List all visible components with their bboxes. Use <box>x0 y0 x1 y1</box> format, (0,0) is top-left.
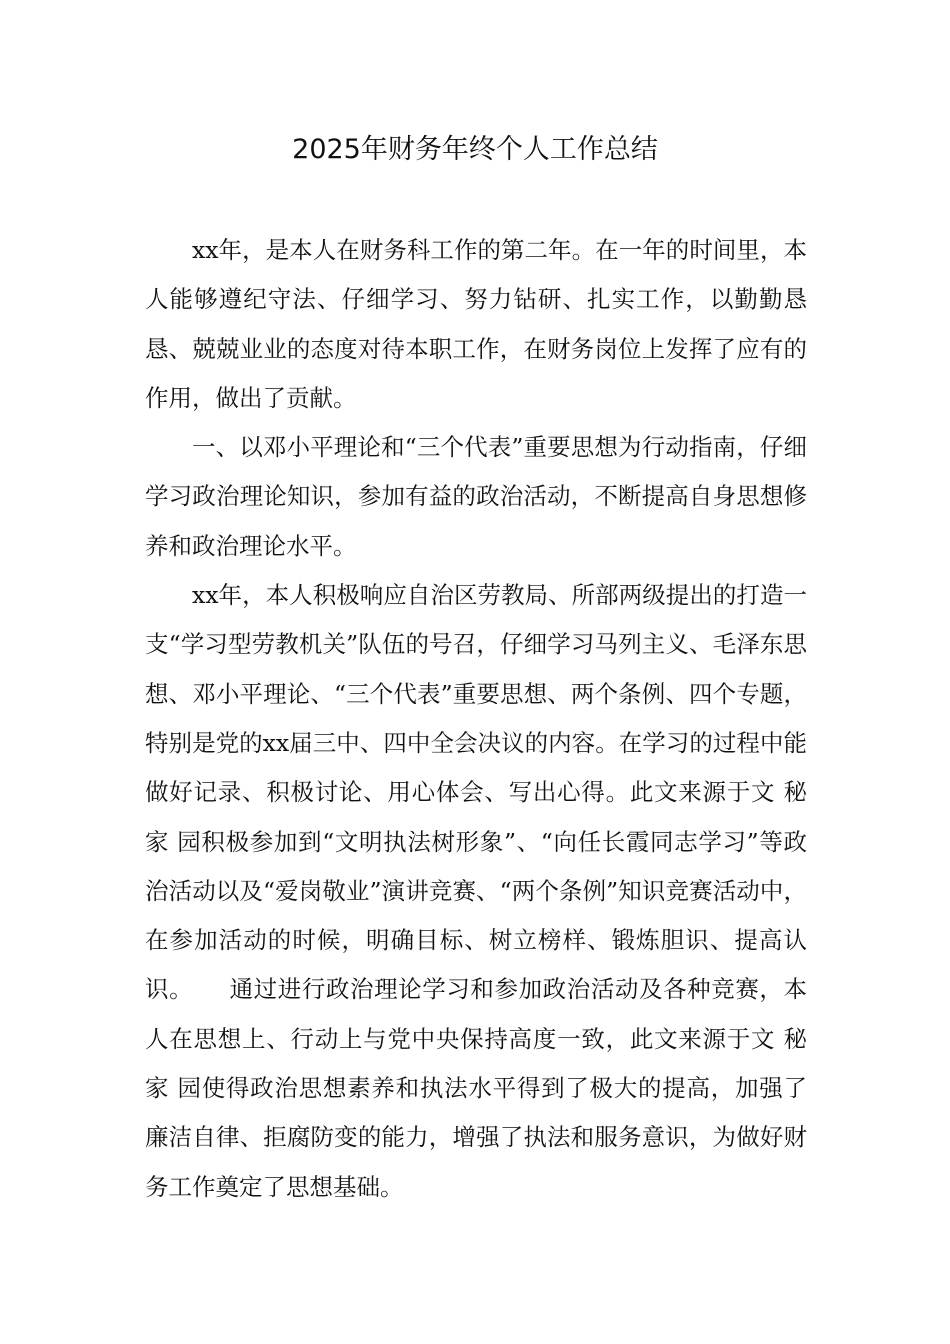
document-title: 2025年财务年终个人工作总结 <box>292 134 658 165</box>
paragraph-intro: xx年，是本人在财务科工作的第二年。在一年的时间里，本人能够遵纪守法、仔细学习、努力钻研、扎实工作，以勤勤恳恳、兢兢业业的态度对待本职工作，在财务岗位上发挥了应有的作用，做出了贡献。 <box>145 236 807 412</box>
paragraph-section-one-heading: 一、以邓小平理论和“三个代表”重要思想为行动指南，仔细学习政治理论知识，参加有益的政治活动，不断提高自身思想修养和政治理论水平。 <box>145 433 807 560</box>
paragraph-study-activities: xx年，本人积极响应自治区劳教局、所部两级提出的打造一支“学习型劳教机关”队伍的号召，仔细学习马列主义、毛泽东思想、邓小平理论、“三个代表”重要思想、两个条例、四个专题，特别是党的xx届三中、四中全会决议的内容。在学习的过程中能做好记录、积极讨论、用心体会、写出心得。此文来源于文 秘 家 园积极参加到“文明执法树形象”、“向任长霞同志学习”等政治活动以及“爱岗敬业”演讲竞赛、“两个条例”知识竞赛活动中，在参加活动的时候，明确目标、树立榜样、锻炼胆识、提高认识。 通过进行政治理论学习和参加政治活动及各种竞赛，本人在思想上、行动上与党中央保持高度一致，此文来源于文 秘 家 园使得政治思想素养和执法水平得到了极大的提高，加强了廉洁自律、拒腐防变的能力，增强了执法和服务意识，为做好财务工作奠定了思想基础。 <box>145 581 807 1201</box>
document-body <box>145 226 807 1212</box>
